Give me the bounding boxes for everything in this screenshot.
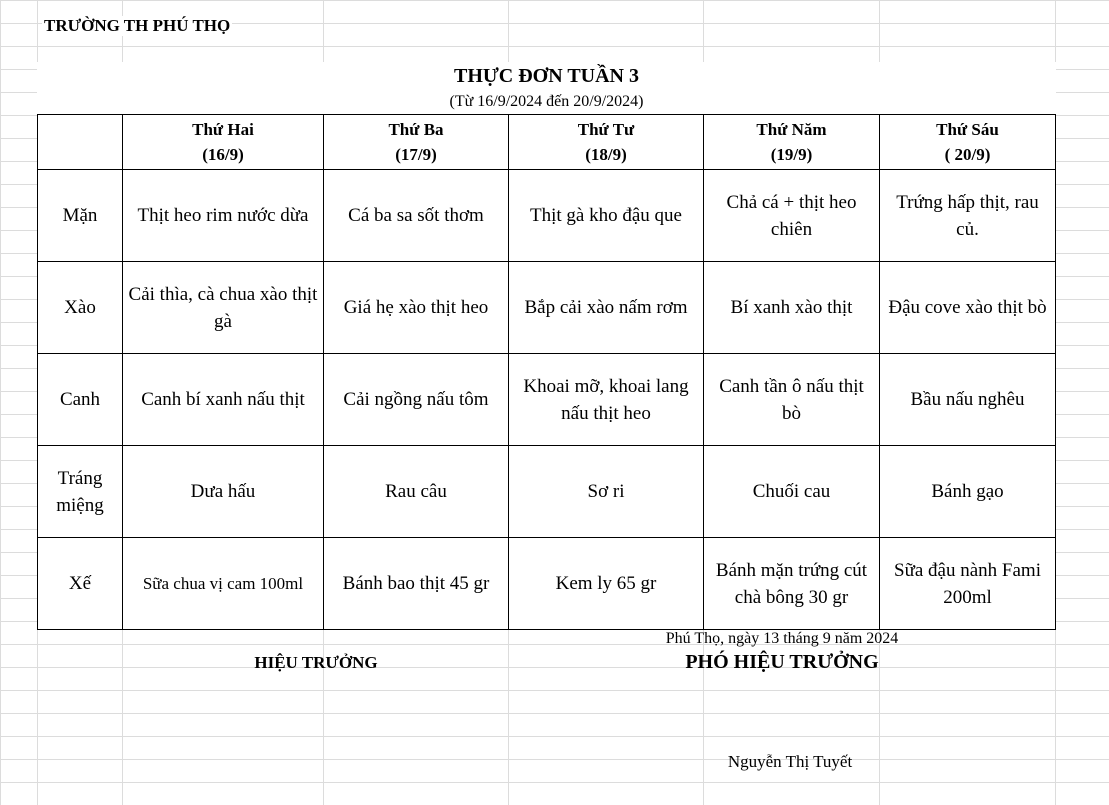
menu-cell: Cải thìa, cà chua xào thịt gà [123, 262, 324, 354]
menu-cell: Thịt heo rim nước dừa [123, 170, 324, 262]
day-name: Thứ Sáu [936, 120, 999, 139]
day-date: (17/9) [395, 145, 437, 164]
menu-cell: Đậu cove xào thịt bò [880, 262, 1056, 354]
day-date: (18/9) [585, 145, 627, 164]
day-name: Thứ Hai [192, 120, 254, 139]
menu-cell: Thịt gà kho đậu que [509, 170, 704, 262]
menu-cell: Bí xanh xào thịt [704, 262, 880, 354]
row-label: Xế [38, 538, 123, 630]
row-label: Mặn [38, 170, 123, 262]
row-label: Canh [38, 354, 123, 446]
day-header [880, 115, 1056, 170]
day-date: ( 20/9) [944, 145, 991, 164]
day-name: Thứ Tư [577, 120, 635, 139]
weekly-menu-table [37, 114, 1056, 630]
menu-cell: Kem ly 65 gr [509, 538, 704, 630]
corner-cell [38, 115, 123, 170]
menu-cell: Bắp cải xào nấm rơm [509, 262, 704, 354]
table-row [38, 446, 1056, 538]
page-title: THỰC ĐƠN TUẦN 3 [453, 65, 639, 87]
menu-cell: Canh tần ô nấu thịt bò [704, 354, 880, 446]
menu-cell: Canh bí xanh nấu thịt [123, 354, 324, 446]
menu-cell: Bánh gạo [880, 446, 1056, 538]
menu-cell: Rau câu [324, 446, 509, 538]
table-row [38, 170, 1056, 262]
menu-cell: Cải ngồng nấu tôm [324, 354, 509, 446]
table-row [38, 354, 1056, 446]
menu-cell: Bầu nấu nghêu [880, 354, 1056, 446]
menu-cell: Trứng hấp thịt, rau củ. [880, 170, 1056, 262]
menu-cell: Dưa hấu [123, 446, 324, 538]
table-row [38, 538, 1056, 630]
row-label: Xào [38, 262, 123, 354]
date-range: (Từ 16/9/2024 đến 20/9/2024) [449, 93, 644, 110]
vice-principal-title: PHÓ HIỆU TRƯỞNG [685, 651, 879, 673]
day-header [324, 115, 509, 170]
menu-cell: Chả cá + thịt heo chiên [704, 170, 880, 262]
menu-cell: Sữa chua vị cam 100ml [123, 538, 324, 630]
menu-cell: Khoai mỡ, khoai lang nấu thịt heo [509, 354, 704, 446]
row-label: Tráng miệng [38, 446, 123, 538]
principal-title: HIỆU TRƯỞNG [254, 653, 378, 672]
table-header-row [38, 115, 1056, 170]
day-date: (19/9) [770, 145, 813, 164]
day-date: (16/9) [202, 145, 244, 164]
menu-cell: Sơ ri [509, 446, 704, 538]
menu-cell: Cá ba sa sốt thơm [324, 170, 509, 262]
day-header [704, 115, 880, 170]
menu-cell: Sữa đậu nành Fami 200ml [880, 538, 1056, 630]
school-name: TRƯỜNG TH PHÚ THỌ [44, 16, 231, 35]
day-name: Thứ Ba [388, 120, 444, 139]
table-row [38, 262, 1056, 354]
menu-cell: Bánh mặn trứng cút chà bông 30 gr [704, 538, 880, 630]
day-header [509, 115, 704, 170]
menu-cell: Giá hẹ xào thịt heo [324, 262, 509, 354]
menu-cell: Bánh bao thịt 45 gr [324, 538, 509, 630]
day-name: Thứ Năm [756, 120, 827, 139]
place-date: Phú Thọ, ngày 13 tháng 9 năm 2024 [665, 630, 899, 647]
signer-name: Nguyễn Thị Tuyết [727, 752, 853, 771]
day-header [123, 115, 324, 170]
menu-cell: Chuối cau [704, 446, 880, 538]
